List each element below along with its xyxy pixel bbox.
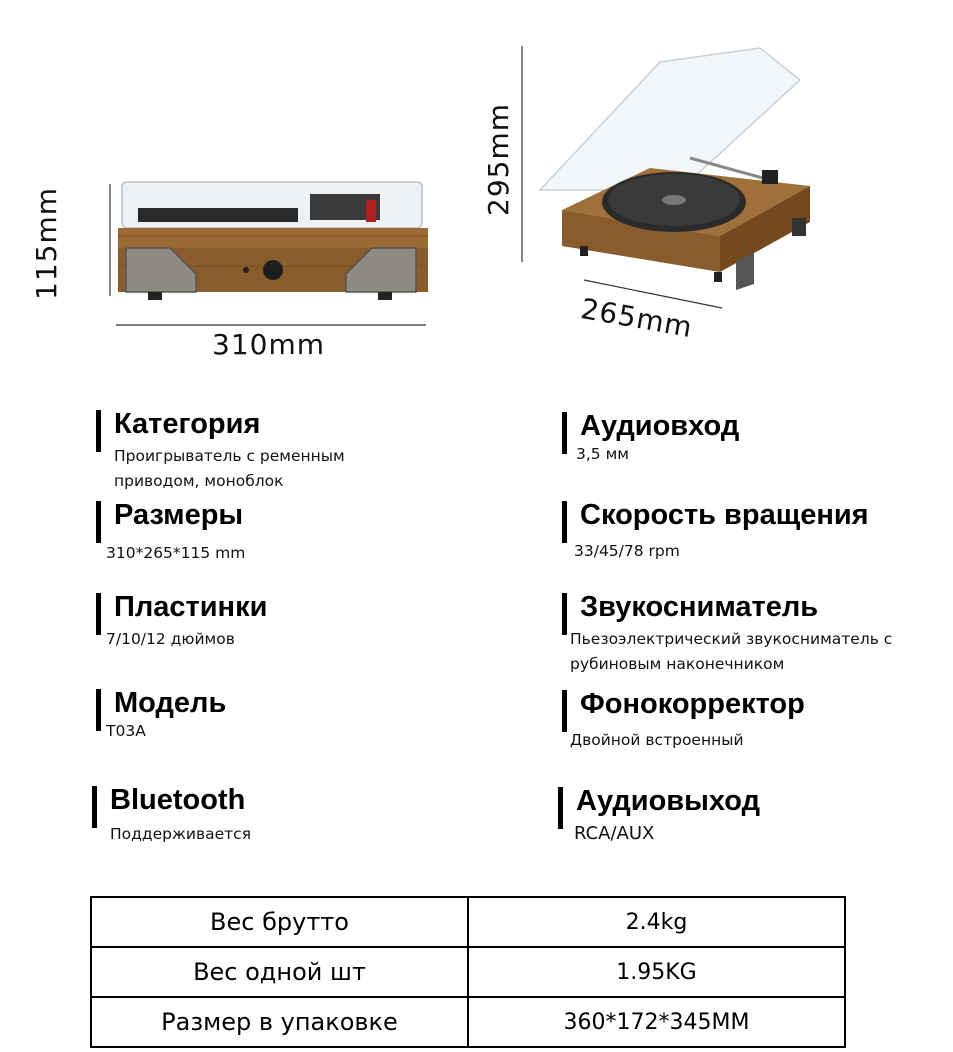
table-row [91, 897, 845, 947]
table-cell-value: 360*172*345MM [468, 997, 845, 1047]
spec-category [96, 406, 345, 494]
spec-value: 310*265*115 mm [106, 544, 246, 562]
front-height-label: 115mm [30, 187, 63, 300]
table-cell-value: 1.95KG [468, 947, 845, 997]
table-row [91, 947, 845, 997]
perspective-height-label: 295mm [482, 103, 515, 216]
perspective-depth-label: 265mm [578, 292, 696, 345]
spec-title: Фонокорректор [580, 688, 805, 720]
table-cell-value: 2.4kg [468, 897, 845, 947]
spec-dimensions [96, 497, 245, 566]
spec-audio-output [558, 783, 760, 846]
spec-title: Звукосниматель [580, 591, 819, 623]
front-width-label: 310mm [212, 328, 325, 361]
spec-value: RCA/AUX [574, 823, 655, 844]
spec-bluetooth [92, 782, 251, 847]
spec-value: Проигрыватель с ременным приводом, моноблок [114, 447, 345, 490]
table-row [91, 997, 845, 1047]
spec-value: 33/45/78 rpm [574, 542, 680, 560]
spec-title: Категория [114, 408, 261, 440]
spec-records [96, 589, 267, 652]
spec-audio-input [562, 408, 739, 467]
spec-value: T03A [106, 722, 146, 740]
spec-model [96, 685, 226, 744]
spec-value: Двойной встроенный [570, 731, 744, 749]
spec-value: Пьезоэлектрический звукосниматель с рубиновым наконечником [570, 630, 893, 673]
wooden-base [118, 228, 428, 248]
spec-title: Размеры [114, 499, 244, 531]
spec-title: Bluetooth [110, 784, 246, 816]
spec-pickup [562, 589, 892, 677]
spec-rotation-speed [562, 497, 869, 564]
spec-value: 3,5 мм [576, 445, 629, 463]
table-cell-label: Вес одной шт [91, 947, 468, 997]
spec-title: Модель [114, 687, 227, 719]
table-cell-label: Вес брутто [91, 897, 468, 947]
spec-phono-preamp [562, 686, 805, 753]
open-dust-cover [540, 48, 800, 190]
spec-title: Скорость вращения [580, 499, 869, 531]
package-info-table [90, 896, 846, 1048]
volume-knob [263, 260, 283, 280]
spec-title: Аудиовход [580, 410, 740, 442]
spec-title: Аудиовыход [576, 785, 761, 817]
spec-title: Пластинки [114, 591, 268, 623]
spec-value: 7/10/12 дюймов [106, 630, 235, 648]
turntable-perspective-view [510, 40, 820, 340]
table-cell-label: Размер в упаковке [91, 997, 468, 1047]
spec-value: Поддерживается [110, 825, 252, 843]
